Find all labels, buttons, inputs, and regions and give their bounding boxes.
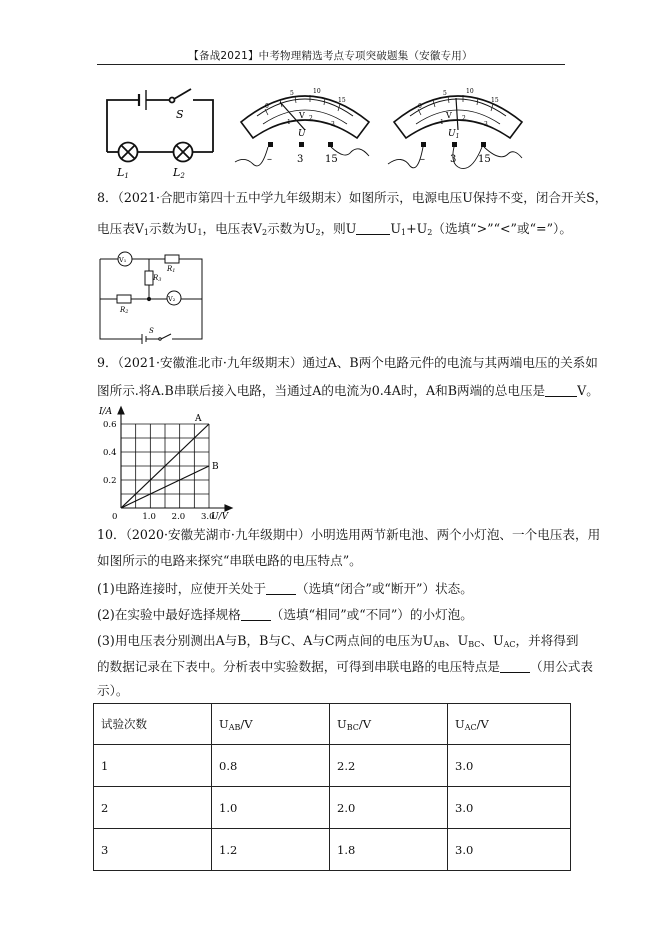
voltmeter-2 bbox=[388, 88, 522, 169]
x-tick-label: 2.0 bbox=[171, 512, 186, 522]
q8-line2: 电压表$V_1$示数为$U_1$，电压表$V_2$示数为$U_2$，则U $U_1+U_2$（选填“>”“<”或“=”）。 bbox=[97, 221, 572, 237]
table-cell: 1.0 bbox=[212, 787, 330, 829]
answer-blank[interactable] bbox=[356, 222, 390, 235]
y-axis-arrow-icon bbox=[118, 407, 124, 414]
q10-line2: 如图所示的电路来探究“串联电路的电压特点”。 bbox=[97, 553, 362, 568]
svg-text:V: V bbox=[446, 111, 452, 120]
svg-text:0: 0 bbox=[265, 103, 269, 110]
table-header-cell: $U_{BC}/V$ bbox=[330, 704, 448, 745]
svg-text:S: S bbox=[149, 327, 154, 335]
series-b-label: B bbox=[212, 462, 219, 472]
answer-blank[interactable] bbox=[500, 660, 530, 673]
table-cell: 0.8 bbox=[212, 745, 330, 787]
table-cell: 3.0 bbox=[448, 829, 571, 871]
y-tick-label: 0.6 bbox=[103, 420, 117, 430]
series-circuit bbox=[107, 89, 213, 162]
svg-text:R2: R2 bbox=[120, 306, 129, 315]
svg-text:5: 5 bbox=[443, 90, 447, 97]
svg-text:1: 1 bbox=[287, 119, 291, 126]
q10-part3-line2: 的数据记录在下表中。分析表中实验数据，可得到串联电路的电压特点是 （用公式表 bbox=[97, 659, 593, 674]
svg-text:15: 15 bbox=[491, 97, 499, 104]
svg-text:10: 10 bbox=[466, 88, 474, 95]
svg-text:R1: R1 bbox=[167, 265, 176, 274]
svg-text:R3: R3 bbox=[153, 274, 162, 283]
lamp1-label: L1 bbox=[117, 166, 129, 180]
svg-text:5: 5 bbox=[290, 90, 294, 97]
table-cell: 3.0 bbox=[448, 745, 571, 787]
x-axis-arrow-icon bbox=[225, 505, 232, 511]
table-cell: 1.8 bbox=[330, 829, 448, 871]
data-table bbox=[93, 703, 571, 871]
q9-iu-graph bbox=[97, 402, 237, 522]
svg-text:V₁: V₁ bbox=[119, 256, 127, 264]
svg-text:10: 10 bbox=[313, 88, 321, 95]
x-axis-label: U/V bbox=[211, 512, 229, 522]
table-row bbox=[94, 745, 571, 787]
table-cell: 3.0 bbox=[448, 787, 571, 829]
svg-text:15: 15 bbox=[325, 154, 338, 165]
answer-blank[interactable] bbox=[545, 384, 577, 397]
table-cell: 3 bbox=[94, 829, 212, 871]
q9-line2: 图所示.将A.B串联后接入电路，当通过A的电流为0.4A时，A和B两端的总电压是 V。 bbox=[97, 383, 599, 398]
svg-text:–: – bbox=[420, 154, 425, 165]
svg-text:U: U bbox=[298, 129, 306, 139]
q10-part2: (2)在实验中最好选择规格 （选填“相同”或“不同”）的小灯泡。 bbox=[97, 607, 473, 622]
q10-part1: (1)电路连接时，应使开关处于 （选填“闭合”或“断开”）状态。 bbox=[97, 581, 473, 596]
table-header-cell: 试验次数 bbox=[94, 704, 212, 745]
switch-label: S bbox=[176, 108, 184, 121]
table-cell: 2.0 bbox=[330, 787, 448, 829]
svg-text:3: 3 bbox=[450, 154, 457, 165]
x-tick-label: 0 bbox=[112, 512, 118, 522]
svg-text:15: 15 bbox=[338, 97, 346, 104]
series-a-label: A bbox=[195, 414, 202, 424]
svg-text:–: – bbox=[267, 154, 272, 165]
table-cell: 2.2 bbox=[330, 745, 448, 787]
table-header-row bbox=[94, 704, 571, 745]
table-row bbox=[94, 787, 571, 829]
table-cell: 1 bbox=[94, 745, 212, 787]
table-row bbox=[94, 829, 571, 871]
svg-text:15: 15 bbox=[478, 154, 491, 165]
svg-text:V: V bbox=[299, 111, 305, 120]
svg-text:1: 1 bbox=[440, 119, 444, 126]
x-tick-label: 1.0 bbox=[142, 512, 156, 522]
svg-text:2: 2 bbox=[309, 115, 313, 122]
q10-part3-line1: (3)用电压表分别测出A与B，B与C、A与C两点间的电压为$U_{AB}$、$U_{BC}$、$U_{AC}$，并将得到 bbox=[97, 633, 579, 649]
y-axis-label: I/A bbox=[99, 407, 113, 417]
x-tick-label: 3.0 bbox=[201, 512, 215, 522]
y-tick-label: 0.4 bbox=[103, 448, 117, 458]
svg-text:3: 3 bbox=[331, 121, 335, 128]
svg-text:0: 0 bbox=[418, 103, 422, 110]
page-header: 【备战2021】中考物理精选考点专项突破题集（安徽专用） bbox=[188, 50, 473, 62]
q9-line1: 9．（2021·安徽淮北市·九年级期末）通过A、B两个电路元件的电流与其两端电压的关系如 bbox=[97, 355, 598, 370]
voltmeter-1 bbox=[235, 88, 369, 166]
q10-line1: 10．（2020·安徽芜湖市·九年级期中）小明选用两节新电池、两个小灯泡、一个电压表，用 bbox=[97, 527, 601, 542]
lamp2-label: L2 bbox=[173, 166, 185, 180]
header-rule bbox=[97, 64, 565, 65]
svg-text:V₂: V₂ bbox=[168, 295, 176, 303]
svg-text:3: 3 bbox=[297, 154, 304, 165]
table-cell: 2 bbox=[94, 787, 212, 829]
answer-blank[interactable] bbox=[241, 608, 271, 621]
q8-line1: 8．（2021·合肥市第四十五中学九年级期末）如图所示，电源电压U保持不变，闭合开关S， bbox=[97, 190, 608, 205]
table-cell: 1.2 bbox=[212, 829, 330, 871]
top-figure bbox=[95, 80, 565, 180]
svg-text:U1: $U_1$ bbox=[448, 129, 460, 140]
q8-circuit-figure bbox=[97, 249, 207, 345]
table-header-cell: $U_{AC}/V$ bbox=[448, 704, 571, 745]
table-header-cell: $U_{AB}/V$ bbox=[212, 704, 330, 745]
svg-text:3: 3 bbox=[484, 121, 488, 128]
q10-part3-line3: 示）。 bbox=[97, 683, 129, 698]
y-tick-label: 0.2 bbox=[103, 476, 117, 486]
svg-text:2: 2 bbox=[462, 115, 466, 122]
answer-blank[interactable] bbox=[266, 582, 296, 595]
